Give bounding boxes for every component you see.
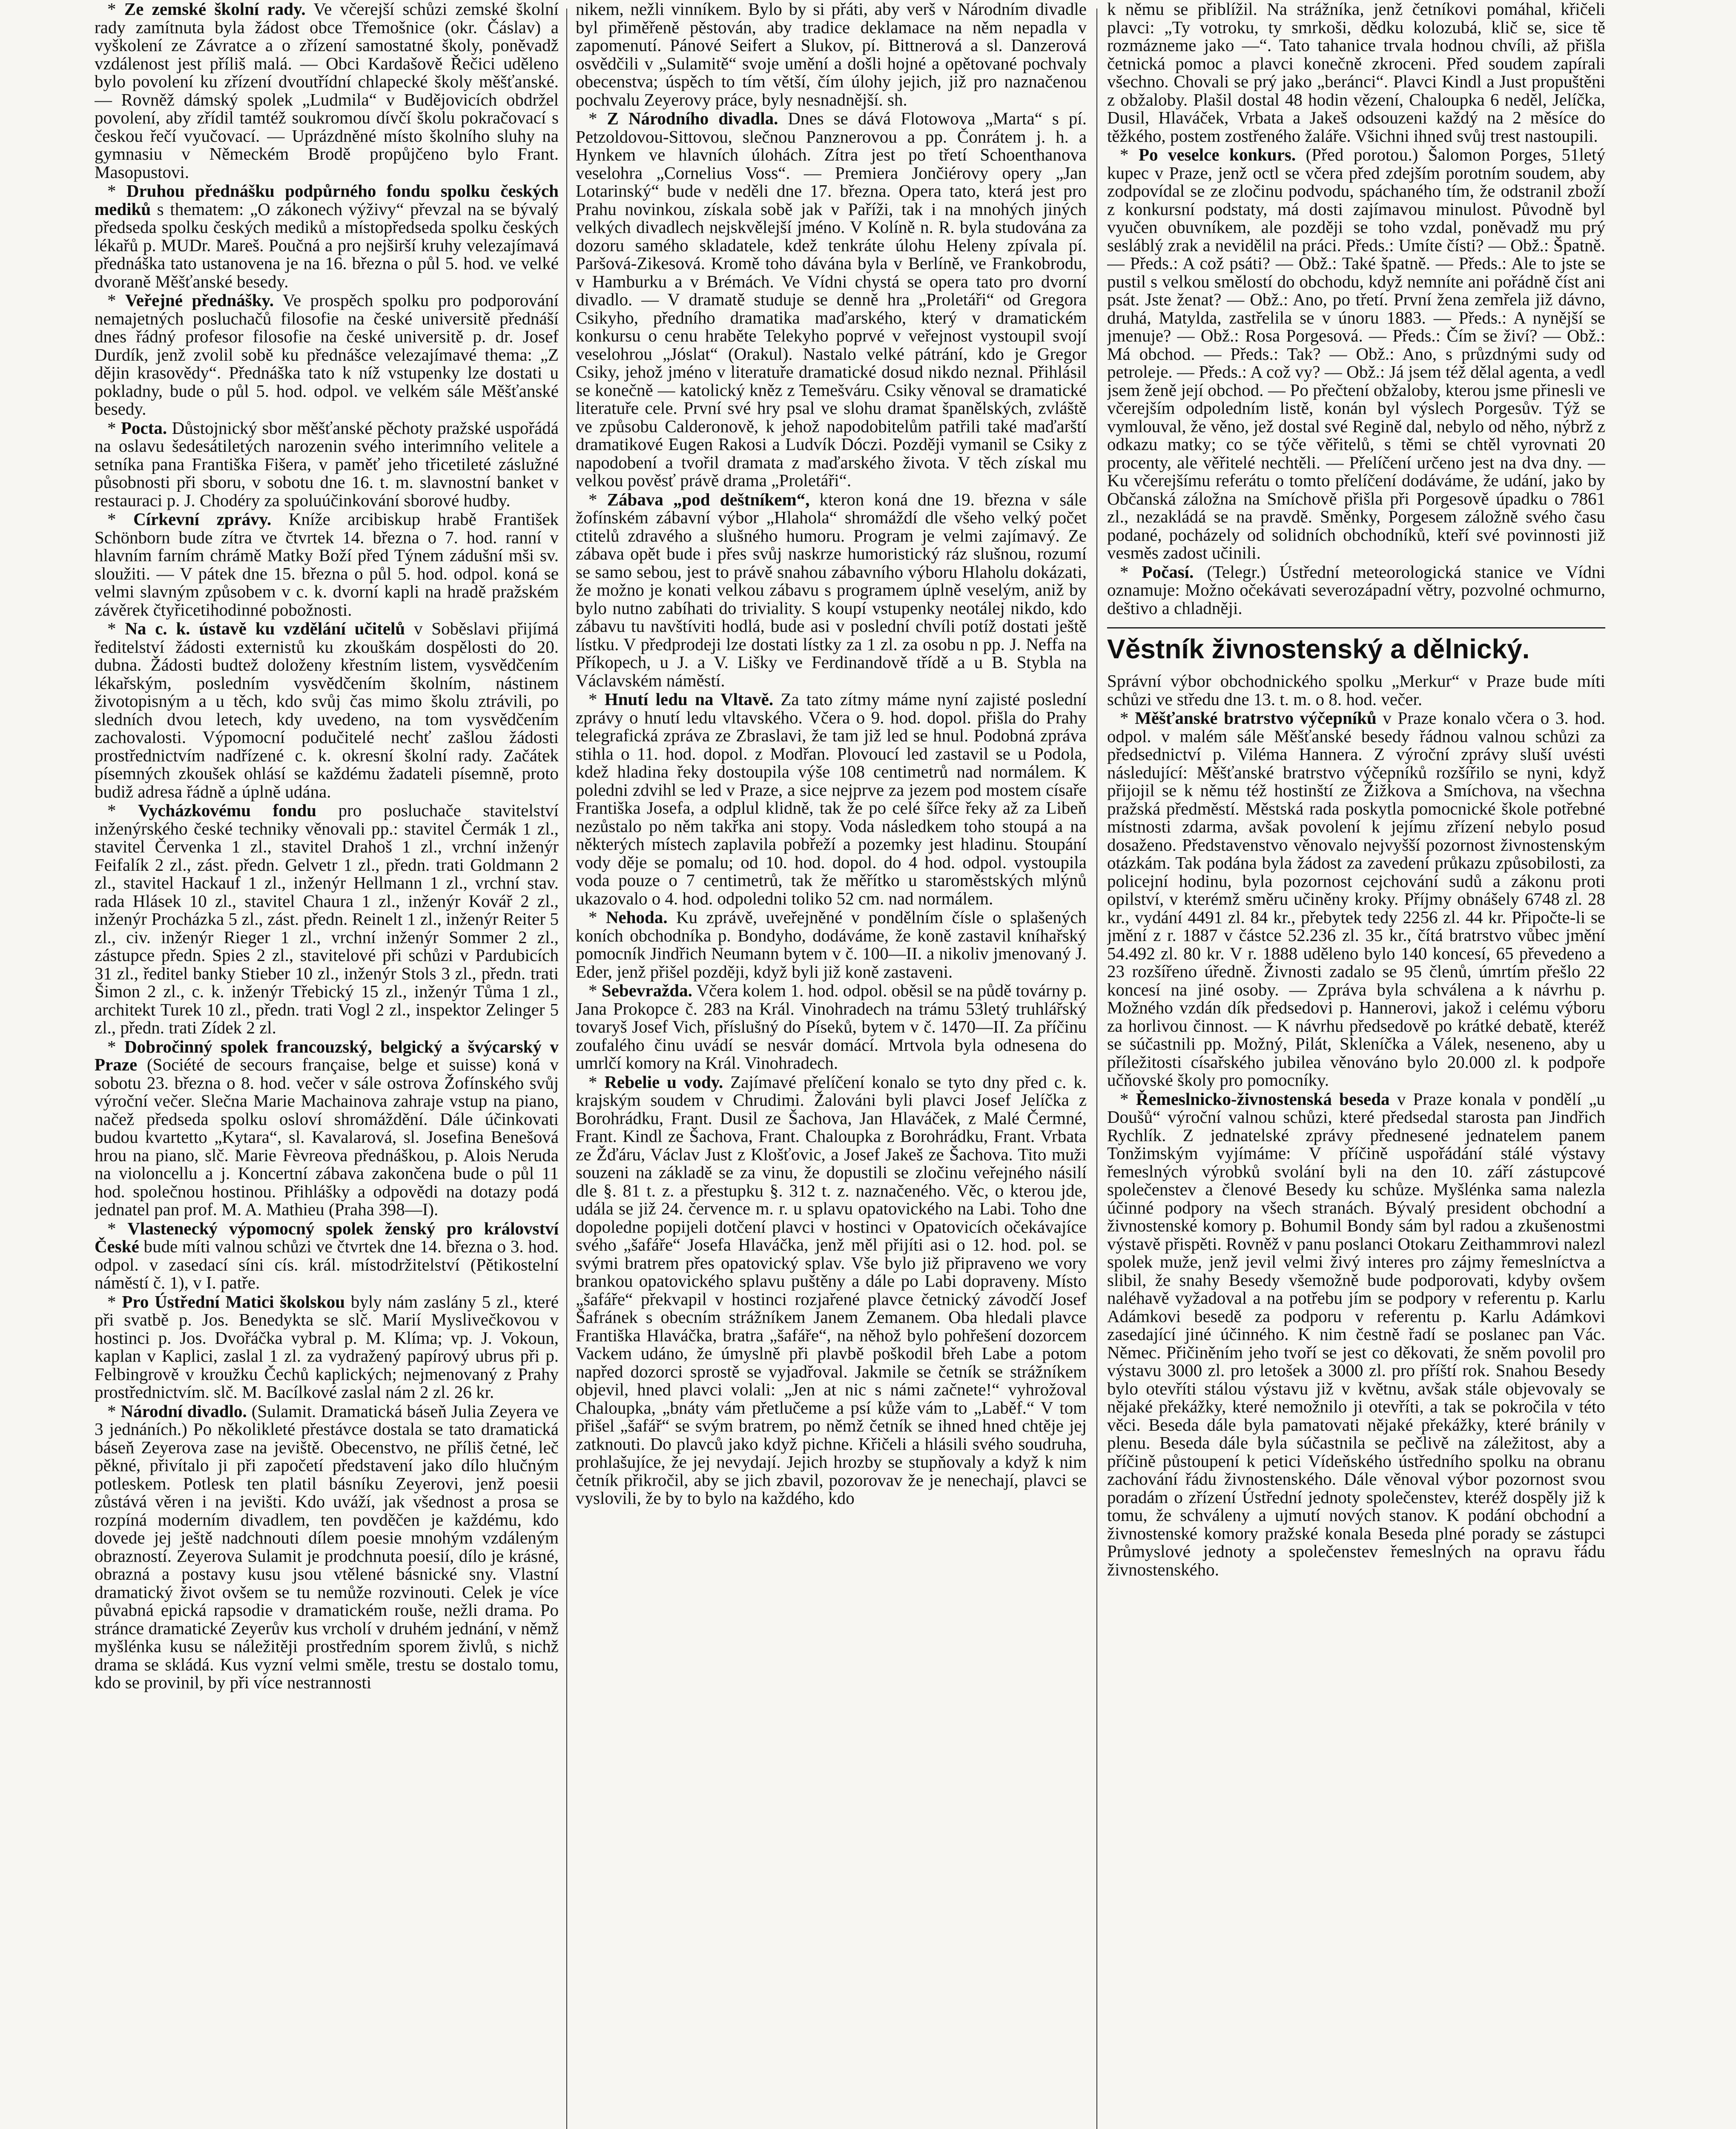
article-heading: Vycházkovému fondu: [138, 801, 317, 820]
article-paragraph: [95, 801, 559, 1037]
article-paragraph: [95, 0, 559, 181]
section-heading: Věstník živnostenský a dělnický.: [1107, 627, 1605, 666]
article-text: Dnes se dává Flotowova „Marta“ s pí. Petzoldovou-Sittovou, slečnou Panznerovou a pp. Čonrátem j. h. a Hynkem ve hlavních úlohách. Zítra jest po třetí Schoenthanova veselohra „Cornelius Voss“. — Premiera Jončiérovy opery „Jan Lotarinský“ bude v neděli dne 17. března. Opera tato, která jest pro Prahu novinkou, získala sobě jak v Paříži, tak i na mnohých jiných velkých divadlech nejskvělejší jméno. V Kolíně n. R. byla studována za dozoru samého skladatele, kdež tenkráte úlohu Heleny zpívala pí. Paršová-Zikesová. Kromě toho dávána byla v Berlíně, ve Frankobrodu, v Hamburku a v Brémách. Ve Vídni chystá se opera tato pro dvorní divadlo. — V dramatě studuje se denně hra „Proletáři“ od Gregora Csikyho, předního dramatika maďarského, který v dramatickém konkursu o cenu hraběte Telekyho poprvé v veřejnost vystoupil svojí veselohrou „Jóslat“ (Orakul). Nastalo velké pátrání, kdo je Gregor Csiky, jehož jméno v literatuře dramatické dosud nikdo neznal. Přihlásil se konečně — katolický kněz z Temešváru. Csiky věnoval se dramatické literatuře cele. První své hry psal ve slohu dramat španělských, zvláště ve způsobu Calderonově, k jehož napodobitelům patřili také maďarští dramatikové Eugen Rakosi a Ludvík Dóczi. Později vymanil se Csiky z napodobení a tvořil dramata z maďarského života. V těch získal mu velkou pověsť právě drama „Proletáři“.: [576, 109, 1087, 490]
article-paragraph: [576, 0, 1087, 109]
article-heading: Zábava „pod deštníkem“,: [607, 489, 810, 509]
article-marker: *: [107, 619, 125, 638]
article-heading: Pocta.: [121, 418, 167, 438]
article-paragraph: [1107, 146, 1605, 562]
article-marker: *: [588, 907, 606, 927]
column-3: [1107, 0, 1605, 2129]
article-heading: Národní divadlo.: [121, 1401, 247, 1421]
article-heading: Dobročinný spolek francouzský, belgický a švýcarský v Praze: [95, 1036, 559, 1074]
article-text: Důstojnický sbor měšťanské pěchoty pražské uspořádá na oslavu šedesátiletých narozenin svého interimního velitele a setníka pana Františka Fišera, v paměť jeho třicetileté záslužné působnosti při sboru, v sobotu dne 16. t. m. slavnostní banket v restauraci p. J. Chodéry za spoluúčinkování sborové hudby.: [95, 418, 559, 510]
article-marker: *: [1120, 562, 1142, 582]
article-paragraph: [576, 908, 1087, 981]
article-text: Zajímavé přelíčení konalo se tyto dny před c. k. krajským soudem v Chrudimi. Žalováni byli plavci Josef Jelíčka z Borohrádku, Frant. Dusil ze Šachova, Jan Hlaváček, z Malé Čermné, Frant. Kindl ze Šachova, Frant. Chaloupka z Borohrádku, Frant. Vrbata ze Žďáru, Václav Just z Klošťovic, a Josef Jakeš ze Šachova. Tito muži souzeni na základě se za vinu, že dopustili se zločinu veřejného násilí dle §. 81 t. z. a přestupku §. 312 t. z. naznačeného. Věc, o kterou jde, udála se již 24. července m. r. u splavu opatovického na Labi. Toho dne dopoledne popijeli dotčení plavci v hostinci v Opatovicích očekávajíce svého „šafáře“ Josefa Hlaváčka, jenž měl přijíti asi o 12. hod. pol. se svými bratrem přes opatovický splav. Vše bylo již připraveno we vory brankou opatovického splavu puštěny a dále po Labi dopraveny. Místo „šafáře“ překvapil v hostinci rozjařené plavce četnický závodčí Josef Šafránek s obecním strážníkem Janem Zemanem. Oba hledali plavce Františka Hlaváčka, bratra „šafáře“, na něhož bylo pohřešení dozorcem Vackem udáno, že úmyslně při plavbě poškodil břeh Labe a potom napřed dozorci sprostě se vyjadřoval. Jakmile se četník se strážníkem objevil, hned plavci volali: „Jen at nic s námi začnete!“ vyhrožoval Chaloupka, „bnáty vám přetlučeme a psí kůže vám to „Laběf.“ V tom přišel „šafář“ se svým bratrem, po němž četník se ihned hned chtěje jej zatknouti. Do plavců jako když pichne. Křičeli a hlásili svého soudruha, prohlašujíce, že jej nevydají. Jejich hrozby se stupňovaly a když k nim četník přikročil, aby se jich zbavil, pozorovav že je nenechají, plavci se vyslovili, že by to bylo na každého, kdo: [576, 1072, 1087, 1508]
article-paragraph: [95, 419, 559, 510]
article-paragraph: [95, 182, 559, 290]
article-marker: *: [1120, 1089, 1136, 1109]
article-heading: Vlastenecký výpomocný spolek ženský pro království České: [95, 1218, 559, 1256]
article-paragraph: [95, 1293, 559, 1401]
article-paragraph: [576, 690, 1087, 907]
article-marker: *: [107, 181, 126, 201]
article-text: (Sulamit. Dramatická báseň Julia Zeyera ve 3 jednáních.) Po několikleté přestávce dostala se tato dramatická báseň Zeyerova zase na jeviště. Obecenstvo, ne příliš četné, leč pěkné, přivítalo ji při započetí představení jako dílo hlučným potleskem. Potlesk ten platil básníku Zeyerovi, jenž poesii zůstává věren i na jevišti. Kdo uváží, jak všednost a prosa se rozpíná moderním divadlem, ten povděčen je každému, kdo dovede jej ještě nadchnouti dílem poesie mnohým vzdáleným obrazností. Zeyerova Sulamit je prodchnuta poesií, dílo je krásné, obrazná a postavy kusu jsou vtělené básnické sny. Vlastní dramatický život ovšem se tu nemůže rozvinouti. Celek je více půvabná epická rapsodie v dramatickém rouše, nežli drama. Po stránce dramatické Zeyerův kus vrcholí v druhém jednání, v němž myšlénka kusu se náležitěji prostředním sporem živlů, s nichž drama se skládá. Kus vyzní velmi směle, trestu se dostalo tomu, kdo se provinil, by při více nestrannosti: [95, 1401, 559, 1692]
article-paragraph: [576, 981, 1087, 1072]
article-text: byly nám zaslány 5 zl., které při svatbě p. Jos. Benedykta se slč. Marií Myslivečkovou v hostinci p. Jos. Dvořáčka vybral p. M. Klíma; vp. J. Vokoun, kaplan v Kaplici, zaslal 1 zl. za vydražený papírový ubrus při p. Felbingrově v kroužku Čechů kaplických; nejmenovaný z Prahy prostřednictvím. slč. M. Bacílkové zaslal nám 2 zl. 26 kr.: [95, 1291, 559, 1402]
article-paragraph: [95, 620, 559, 801]
article-heading: Počasí.: [1142, 562, 1194, 582]
article-text: v Soběslavi přijímá ředitelství žádosti externistů ku zkouškám dospělosti do 20. dubna. Žádosti budtež doloženy křestním listem, vysvědčením lékařským, posledním vysvědčením školním, nástinem životopisným a u těch, kdo svůj čas mimo školu ztrávili, po sledních dvou letech, kdy uvedeno, na tom vysvědčením zachovalosti. Výpomocní podučitelé nechť zašlou žádosti prostřednictvím nadřízené c. k. okresní školní rady. Začátek písemných zkoušek ohlásí se každému žadateli písemně, proto budiž adresa řádně a úplně udána.: [95, 619, 559, 801]
article-marker: *: [107, 1218, 128, 1238]
article-paragraph: [1107, 563, 1605, 617]
article-marker: *: [107, 1401, 121, 1421]
article-marker: *: [588, 689, 605, 709]
article-paragraph: [95, 1038, 559, 1219]
article-heading: Řemeslnicko-živnostenská beseda: [1136, 1089, 1390, 1109]
article-paragraph: [95, 1402, 559, 1692]
column-rule: [566, 9, 567, 2129]
article-paragraph: [1107, 672, 1605, 708]
article-text: pro posluchače stavitelství inženýrského české techniky věnovali pp.: stavitel Čermák 1 zl., stavitel Červenka 1 zl., stavitel Drahoš 1 zl., vrchní inženýr Feifalík 2 zl., zást. předn. Gelvetr 1 zl., předn. trati Goldmann 2 zl., stavitel Hackauf 1 zl., inženýr Hellmann 1 zl., vrchní stav. rada Hlásek 10 zl., stavitel Chaura 1 zl., inženýr Kovář 2 zl., inženýr Procházka 5 zl., zást. předn. Reinelt 1 zl., inženýr Reiter 5 zl., civ. inženýr Rieger 1 zl., vrchní inženýr Sommer 2 zl., zástupce předn. Spies 2 zl., stavitelové při schůzi v Pardubicích 31 zl., ředitel banky Stieber 10 zl., inženýr Stols 3 zl., předn. trati Šimon 2 zl., c. k. inženýr Třebický 15 zl., inženýr Tůma 1 zl., architekt Turek 10 zl., předn. trati Vogl 2 zl., inspektor Zelinger 5 zl., předn. trati Zídek 2 zl.: [95, 801, 559, 1037]
article-text: Za tato zítmy máme nyní zajisté poslední zprávy o hnutí ledu vltavského. Včera o 9. hod. dopol. přišla do Prahy telegrafická zpráva ze Zbraslavi, že tam již led se hnul. Podobná zpráva stihla o 11. hod. dopol. z Modřan. Plovoucí led zastavil se u Podola, kdež hladina řeky dostoupila výše 108 centimetrů nad normálem. K poledni zdvihl se led v Praze, a sice nejprve za jezem pod mostem císaře Františka Josefa, a odplul klidně, tak že po celé šířce řeky až za Libeň nezůstalo po něm takřka ani stopy. Voda následkem toho stoupá a na některých místech zaplavila pobřeží a pozemky jest hladinu. Stoupání vody děje se pomalu; od 10. hod. dopol. do 4 hod. odpol. vystoupila voda pouze o 7 centimetrů, tak že měřítko u staroměstských mlýnů ukazovalo o 4. hod. odpoledni toliko 52 cm. nad normálem.: [576, 689, 1087, 908]
article-text: bude míti valnou schůzi ve čtvrtek dne 14. března o 3. hod. odpol. v zasedací síni cís. král. místodržitelství (Pětikostelní náměstí č. 1), v I. patře.: [95, 1237, 559, 1292]
article-marker: *: [1120, 145, 1139, 164]
column-3-top: [1107, 0, 1605, 617]
article-heading: Pro Ústřední Matici školskou: [122, 1291, 345, 1311]
article-text: k němu se přiblížil. Na strážníka, jenž četníkovi pomáhal, křičeli plavci: „Ty votroku, ty smrkoši, dědku kolozubá, klič se, sice tě rozmázneme jako —“. Tato tahanice trvala hodnou chvíli, až přišla četnická pomoc a plavci konečně zkroceni. Před soudem zapírali všechno. Chovali se prý jako „beránci“. Plavci Kindl a Just propuštěni z obžaloby. Plašil dostal 48 hodin vězení, Chaloupka 6 neděl, Jelíčka, Dusil, Hlaváček, Vrbata a Jakeš odsouzeni každý na 2 měsíce do těžkého, postem zostřeného žaláře. Všichni ihned svůj trest nastoupili.: [1107, 0, 1605, 146]
article-heading: Církevní zprávy.: [133, 509, 272, 529]
article-marker: *: [588, 489, 607, 509]
article-marker: *: [107, 1291, 122, 1311]
article-marker: *: [588, 1072, 605, 1092]
article-text: (Před porotou.) Šalomon Porges, 51letý kupec v Praze, jenž octl se včera před zdejším porotním soudem, aby zodpovídal se ze zločinu podvodu, spáchaného tím, že odstranil zboží z konkursní podstaty, má dosti zajímavou minulost. Původně byl vyučen obuvníkem, ale později se toho vzdal, poněvadž mu prý sesláblý zrak a nevidělil na práci. Předs.: Umíte čísti? — Obž.: Špatně. — Předs.: A což psáti? — Obž.: Také špatně. — Předs.: Ale to jste se pustil s velkou smělostí do obchodu, když nemníte ani pořádně číst ani psát. Jste ženat? — Obž.: Ano, po třetí. První žena zemřela již dávno, druhá, Matylda, zastřelila se v únoru 1883. — Předs.: A nynější se jmenuje? — Obž.: Rosa Porgesová. — Předs.: Čím se živí? — Obž.: Má obchod. — Předs.: Tak? — Obž.: Ano, s průzdnými sudy od petroleje. — Předs.: A což vy? — Obž.: Já jsem též dělal agenta, a vedl jsem ženě její obchod. — Po přečtení obžaloby, kterou jsme přinesli ve včerejším odpoledním listě, konán byl výslech Porgesův. Týž se vymlouval, že věno, jež dostal své Regině dal, nebylo od něho, nýbrž z odkazu matky; co se týče věřitelů, s těmi se chtěl vyrovnati 20 procenty, ale věřitelé nechtěli. — Přelíčení určeno jest na dva dny. — Ku včerejšímu referátu o tomto přelíčení dodáváme, že udání, jako by Občanská záložna na Smíchově přišla při Porgesově úpadku o 7861 zl., nezakládá se na pravdě. Směnky, Porgesem záložně svého času podané, pocházely od solidních obchodníků, kteří své povinnosti již vesměs zadost učinili.: [1107, 145, 1605, 562]
article-marker: *: [107, 290, 125, 310]
article-marker: *: [107, 418, 121, 438]
article-text: kteron koná dne 19. března v sále žofínském zábavní výbor „Hlahola“ shromáždí dle všeho velký počet ctitelů zdravého a slušného humoru. Program je velmi zajímavý. Ze zábava opět bude i přes svůj naskrze humoristický ráz slušnou, rozumí se samo sebou, jest to právě snahou zábavního výboru Hlaholu dokázati, že možno je konati velkou zábavu s programem úplně veselým, aniž by bylo nutno zabíhati do triviality. S koupí vstupenky neotálej nikdo, kdo zábavu tu navštíviti hodlá, bude asi v poslední chvíli potíž dostati ještě lístku. V předprodeji lze dostati lístky za 1 zl. za osobu n pp. J. Neffa na Příkopech, u J. a V. Lišky ve Ferdinandově třídě a u B. Stybla na Václavském náměstí.: [576, 489, 1087, 690]
article-heading: Po veselce konkurs.: [1138, 145, 1296, 164]
column-rule: [1096, 9, 1097, 2129]
article-text: Ve prospěch spolku pro podporování nemajetných posluchačů filosofie na české universitě přednáší dnes řádný profesor filosofie na české universitě p. dr. Josef Durdík, jenž zvolil sobě ku přednášce velezajímavé thema: „Z dějin krasovědy“. Přednáška tato k níž vstupenky lze dostati u pokladny, bude o půl 5. hod. odpol. ve velkém sále Měšťanské besedy.: [95, 290, 559, 419]
article-paragraph: [95, 291, 559, 418]
article-heading: Sebevražda.: [601, 981, 692, 1000]
column-2: [576, 0, 1087, 2129]
article-heading: Na c. k. ústavě ku vzdělání učitelů: [125, 619, 405, 638]
article-text: nikem, nežli vinníkem. Bylo by si přáti, aby verš v Národním divadle byl přiměřeně pěstován, aby tradice deklamace na něm nepadla v zapomenutí. Pánové Seifert a Slukov, pí. Bittnerová a sl. Danzerová osvědčili v „Sulamitě“ svoje umění a došli hojné a opětované pochvaly obecenstva; úspěch to tím větší, čím úlohy jejich, již pro naznačenou pochvalu Zeyerovy práce, byly nesnadnější. sh.: [576, 0, 1087, 109]
article-marker: *: [107, 509, 134, 529]
article-text: v Praze konalo včera o 3. hod. odpol. v malém sále Měšťanské besedy řádnou valnou schůzi za předsednictví p. Vilémа Hannera. Z výroční zprávy sluší uvésti následující: Měšťanské bratrstvo výčepníků rozšířilo se nyni, když přijojil se k němu též hostinští ze Žižkova a Smíchova, na všechna pražská předměstí. Městská rada poskytla pomocnické škole potřebné místnosti zdarma, avšak povolení k jejímu zřízení nebylo posud dosaženo. Představenstvo věnovalo nejvyšší pozornost živnostenským otázkám. Tak podána byla žádost za zavedení průkazu způsobilosti, za policejní hodinu, byla pozornost cejchování sudů a zákonu proti opilství, v kterémž směru učiněny kroky. Příjmy obnášely 6748 zl. 28 kr., vydání 4491 zl. 84 kr., přebytek tedy 2256 zl. 44 kr. Připočte-li se jmění z r. 1887 v částce 52.236 zl. 35 kr., čítá bratrstvo vůbec jmění 54.492 zl. 80 kr. V r. 1888 uděleno bylo 140 koncesí, 65 převedeno a 23 rozšířeno úředně. Živnosti zadalo se 95 členů, úmrtím přešlo 22 koncesí na jiné osoby. — Zpráva byla schválena a k návrhu p. Možného vzdán dík předsedovi p. Hannerovi, jakož i celému výboru za horlivou činnost. — K návrhu předsedově po krátké debatě, kteréž se súčastnili pp. Možný, Pilát, Skleníčka a Válek, neseneno, aby u příležitosti císařského jubilea věnováno bylo 20.000 zl. k podpoře učňovské školy pro pomocníky.: [1107, 708, 1605, 1090]
article-text: Správní výbor obchodnického spolku „Merkur“ v Praze bude míti schůzi ve středu dne 13. t. m. o 8. hod. večer.: [1107, 671, 1605, 709]
article-heading: Rebelie u vody.: [604, 1072, 723, 1092]
article-marker: *: [107, 0, 124, 19]
column-1: [95, 0, 559, 2129]
article-paragraph: [1107, 1090, 1605, 1579]
article-text: Ku zprávě, uveřejněné v pondělním čísle o splašených koních obchodníka p. Bondyho, dodáváme, že koně zastavil kníhařský pomocník Jindřich Neumann bytem v č. 100—II. a nikoliv jmenovaný J. Eder, jenž přišel později, když byli již koně zastaveni.: [576, 907, 1087, 981]
article-paragraph: [1107, 709, 1605, 1089]
article-text: (Telegr.) Ústřední meteorologická stanice ve Vídni oznamuje: Možno očekávati severozápadní větry, pozvolné ochmurno, deštivo a chladněji.: [1107, 562, 1605, 618]
article-paragraph: [1107, 0, 1605, 145]
article-marker: *: [588, 109, 607, 128]
article-paragraph: [576, 1073, 1087, 1507]
article-heading: Měšťanské bratrstvo výčepníků: [1135, 708, 1377, 728]
article-text: Včera kolem 1. hod. odpol. oběsil se na půdě továrny p. Jana Prokopce č. 283 na Král. Vinohradech na trámu 53letý truhlářský tovaryš Josef Vich, příslušný do Píseků, bytem v č. 1470—II. Za příčinu zoufalého činu uvádí se nesvár domácí. Mrtvola byla odnesena do umrlčí komory na Král. Vinohradech.: [576, 981, 1087, 1073]
article-text: v Praze konala v pondělí „u Doušů“ výroční valnou schůzi, které předsedal starosta pan Jindřich Rychlík. Z jednatelské zprávy přednesené jednatelem panem Tonžimským vyjímáme: V příčině uspořádání stálé výstavy řemeslných výrobků svolání byli na den 10. září zástupcové společenstev a členové Besedy ku schůze. Myšlénka sama nalezla účinné podpory na všech stranách. Bývalý president obchodní a živnostenské komory p. Bohumil Bondy sám byl radou a zkušenostmi výstavě přispěti. Rovněž v panu poslanci Otokaru Zeithammrovi nalezl spolek muže, jenž jevil velmi živý interes pro zájmy řemeslníctva a slibil, že snahy Besedy všemožně bude podporovati, kdyby ovšem naléhavě vyžadoval a na potřebu jím se podpory v referentu p. Karlu Adámkovi besedě za podporu v referentu p. Karlu Adámkovi zasedající jiné účinného. K nim čestně řadí se poslanec pan Vác. Němec. Přičiněním jeho tvoří se jest co děkovati, že sněm povolil pro výstavu 3000 zl. pro letošek a 3000 zl. pro příští rok. Snahou Besedy bylo otevříti stálou výstavu již v květnu, avšak stále objevovaly se nějaké překážky, které nemožnilo ji otevříti, a tak se pokročila v této věci. Beseda dále byla pamatovati nějaké překážky, které bránily v plenu. Beseda dále byla súčastnila se pečlivě na záležitost, aby a příčině půstoupení k petici Vídeňského ústředního spolku na obranu zachování řádu živnostenského. Dále věnoval výbor pozornost svou poradám o zřízení Ústřední jednoty společenstev, kteréž dospěly již k tomu, že schváleny a ujmutí nových stanov. K podání obchodní a živnostenské komory pražské konala Beseda plné porady se zástupci Průmyslové jednoty a společenstev řemeslných na opravu řádu živnostenského.: [1107, 1089, 1605, 1579]
column-3-bottom: [1107, 672, 1605, 1578]
article-heading: Druhou přednášku podpůrného fondu spolku českých mediků: [95, 181, 559, 219]
article-paragraph: [576, 491, 1087, 690]
article-heading: Veřejné přednášky.: [125, 290, 274, 310]
article-heading: Nehoda.: [605, 907, 668, 927]
article-marker: *: [1120, 708, 1135, 728]
article-text: (Société de secours française, belge et suisse) koná v sobotu 23. března o 8. hod. večer v sále ostrova Žofínského svůj výroční večer. Slečna Marie Machainova zahraje vstup na piano, načež předseda spolku osloví shromáždění. Dále účinkovati budou kvartetto „Kytara“, sl. Kavalarová, sl. Josefina Benešová hrou na piano, slč. Marie Fèvreova přednáškou, p. Alois Neruda na violoncellu a j. Koncertní zábava zakončena bude o půl 11 hod. společnou hostinou. Přihlášky a odpovědi na dotazy podá jednatel pan prof. M. A. Mathieu (Praha 398—I).: [95, 1055, 559, 1219]
article-heading: Ze zemské školní rady.: [124, 0, 306, 19]
article-text: s thematem: „O zákonech výživy“ převzal na se bývalý předseda spolku českých mediků a místopředseda spolku českých lékařů p. MUDr. Mareš. Poučná a pro nejširší kruhy velezajímavá přednáška tato ustanovena je na 16. března o půl 5. hod. ve velké dvoraně Měšťanské besedy.: [95, 199, 559, 291]
article-heading: Hnutí ledu na Vltavě.: [604, 689, 774, 709]
article-heading: Z Národního divadla.: [607, 109, 778, 128]
article-paragraph: [95, 1219, 559, 1292]
article-marker: *: [107, 1036, 125, 1056]
article-paragraph: [95, 510, 559, 619]
article-marker: *: [588, 981, 602, 1000]
article-text: Kníže arcibiskup hrabě František Schönborn bude zítra ve čtvrtek 14. března o 7. hod. ranní v hlavním farním chrámě Matky Boží před Týnem zádušní mši sv. sloužiti. — V pátek dne 15. března o půl 5. hod. odpol. koná se velmi slavným způsobem v c. k. dvorní kapli na hradě pražském závěrek čtyřicetihodinné pobožnosti.: [95, 509, 559, 620]
article-marker: *: [107, 801, 138, 820]
article-text: Ve včerejší schůzi zemské školní rady zamítnuta byla žádost obce Třemošnice (okr. Čáslav) a vyškolení ze Závratce a o zřízení samostatné školy, poněvadž vzdálenost jest příliš malá. — Obci Kardašově Řečici uděleno bylo povolení ku zřízení dvoutřídní chlapecké školy měšťanské. — Rovněž dámský spolek „Ludmila“ v Budějovicích obdržel povolení, aby zřídil tamtéž soukromou dívčí školu pokračovací s českou řečí vyučovací. — Uprázdněné místo školního sluhy na gymnasiu v Německém Brodě propůjčeno bylo Frant. Masopustovi.: [95, 0, 559, 182]
article-paragraph: [576, 109, 1087, 490]
